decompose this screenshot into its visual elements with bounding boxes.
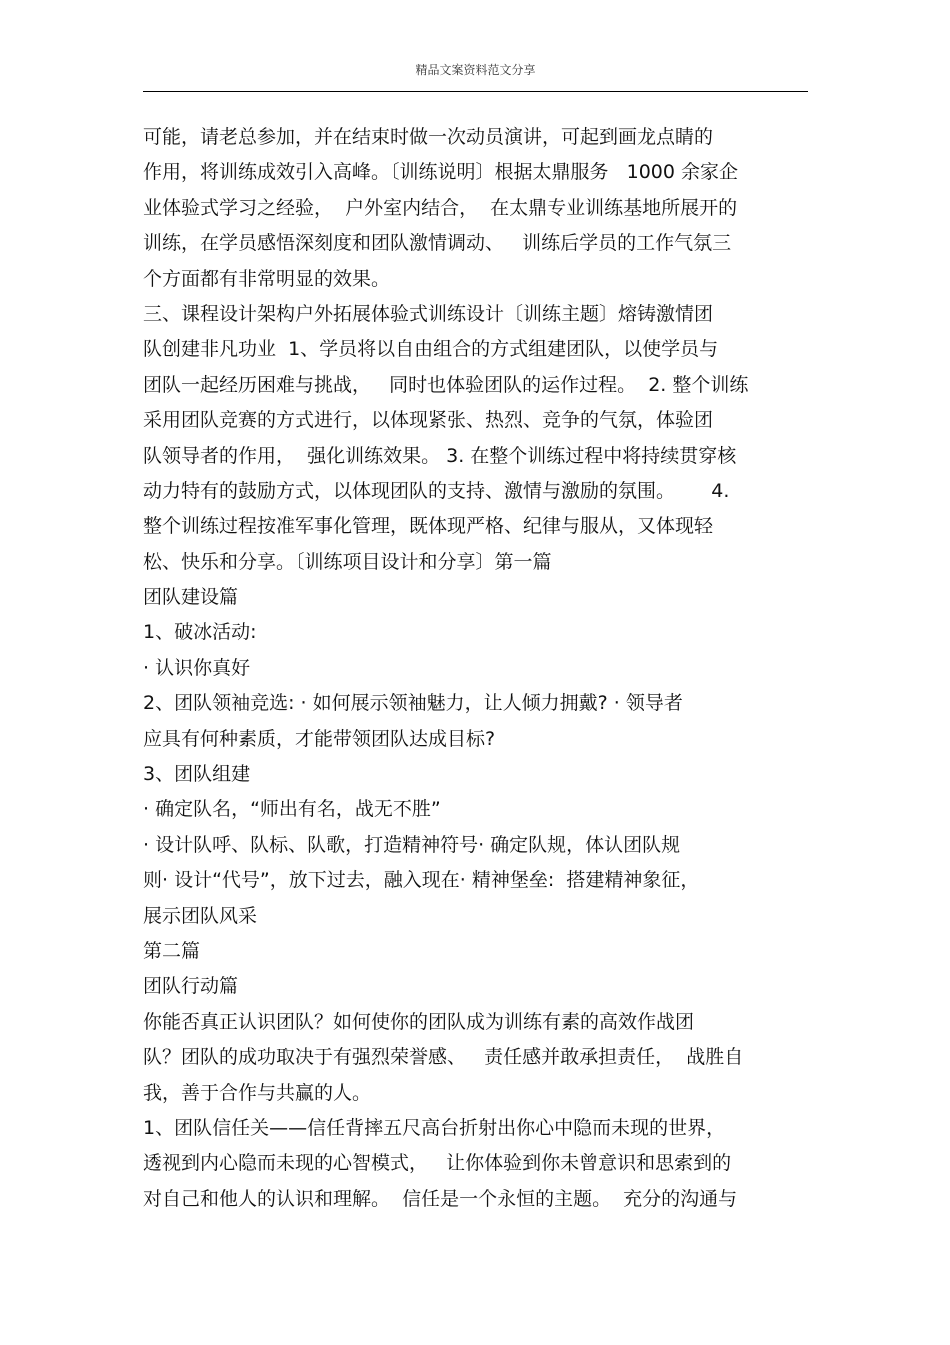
section-heading-line: 三、课程设计架构户外拓展体验式训练设计〔训练主题〕熔铸激情团 (143, 302, 714, 325)
list-heading: 1、团队信任关——信任背摔五尺高台折射出你心中隐而未现的世界， (143, 1116, 726, 1139)
text-line: 队领导者的作用， 强化训练效果。 3. 在整个训练过程中将持续贯穿核 (143, 444, 737, 467)
text-line: 整个训练过程按准军事化管理，既体现严格、纪律与服从，又体现轻 (143, 515, 714, 538)
part-number: 第二篇 (143, 939, 201, 962)
list-heading: 1、破冰活动: (143, 621, 257, 644)
text-line: 你能否真正认识团队？如何使你的团队成为训练有素的高效作战团 (143, 1010, 695, 1033)
text-line: 可能，请老总参加，并在结束时做一次动员演讲，可起到画龙点睛的 (143, 126, 714, 148)
text-line: 我，善于合作与共赢的人。 (143, 1081, 372, 1104)
text-line: 采用团队竞赛的方式进行，以体现紧张、热烈、竞争的气氛，体验团 (143, 409, 714, 432)
text-line: 业体验式学习之经验， 户外室内结合， 在太鼎专业训练基地所展开的 (143, 196, 738, 219)
part-title: 团队建设篇 (143, 586, 239, 609)
text-line: 则· 设计“代号”，放下过去，融入现在· 精神堡垒: 搭建精神象征， (143, 869, 700, 892)
list-heading: 3、团队组建 (143, 763, 251, 786)
bullet-item: · 认识你真好 (143, 656, 251, 679)
bullet-item: · 确定队名，“师出有名，战无不胜” (143, 798, 441, 821)
text-line: 团队一起经历困难与挑战， 同时也体验团队的运作过程。 2. 整个训练 (143, 373, 749, 396)
text-line: 动力特有的鼓励方式，以体现团队的支持、激情与激励的氛围。 4. (143, 479, 730, 502)
text-line: 展示团队风采 (143, 904, 258, 927)
list-heading: 2、团队领袖竞选: · 如何展示领袖魅力，让人倾力拥戴? · 领导者 (143, 692, 683, 715)
document-body (143, 120, 823, 1217)
bullet-item: · 设计队呼、队标、队歌，打造精神符号· 确定队规，体认团队规 (143, 833, 681, 856)
part-title: 团队行动篇 (143, 975, 239, 998)
text-line: 透视到内心隐而未现的心智模式， 让你体验到你未曾意识和思索到的 (143, 1152, 732, 1175)
text-line: 作用，将训练成效引入高峰。〔训练说明〕根据太鼎服务 1000 余家企 (143, 161, 739, 184)
text-line: 应具有何种素质，才能带领团队达成目标? (143, 727, 496, 750)
text-line: 松、快乐和分享。〔训练项目设计和分享〕第一篇 (143, 550, 552, 573)
text-line: 个方面都有非常明显的效果。 (143, 267, 391, 290)
header-divider (143, 91, 808, 92)
text-line: 队创建非凡功业 1、学员将以自由组合的方式组建团队，以使学员与 (143, 338, 719, 361)
page-header: 精品文案资料范文分享 (415, 63, 536, 77)
text-line: 队？团队的成功取决于有强烈荣誉感、 责任感并敢承担责任， 战胜自 (143, 1046, 744, 1069)
text-line: 训练，在学员感悟深刻度和团队激情调动、 训练后学员的工作气氛三 (143, 232, 732, 255)
text-line: 对自己和他人的认识和理解。 信任是一个永恒的主题。 充分的沟通与 (143, 1187, 738, 1210)
